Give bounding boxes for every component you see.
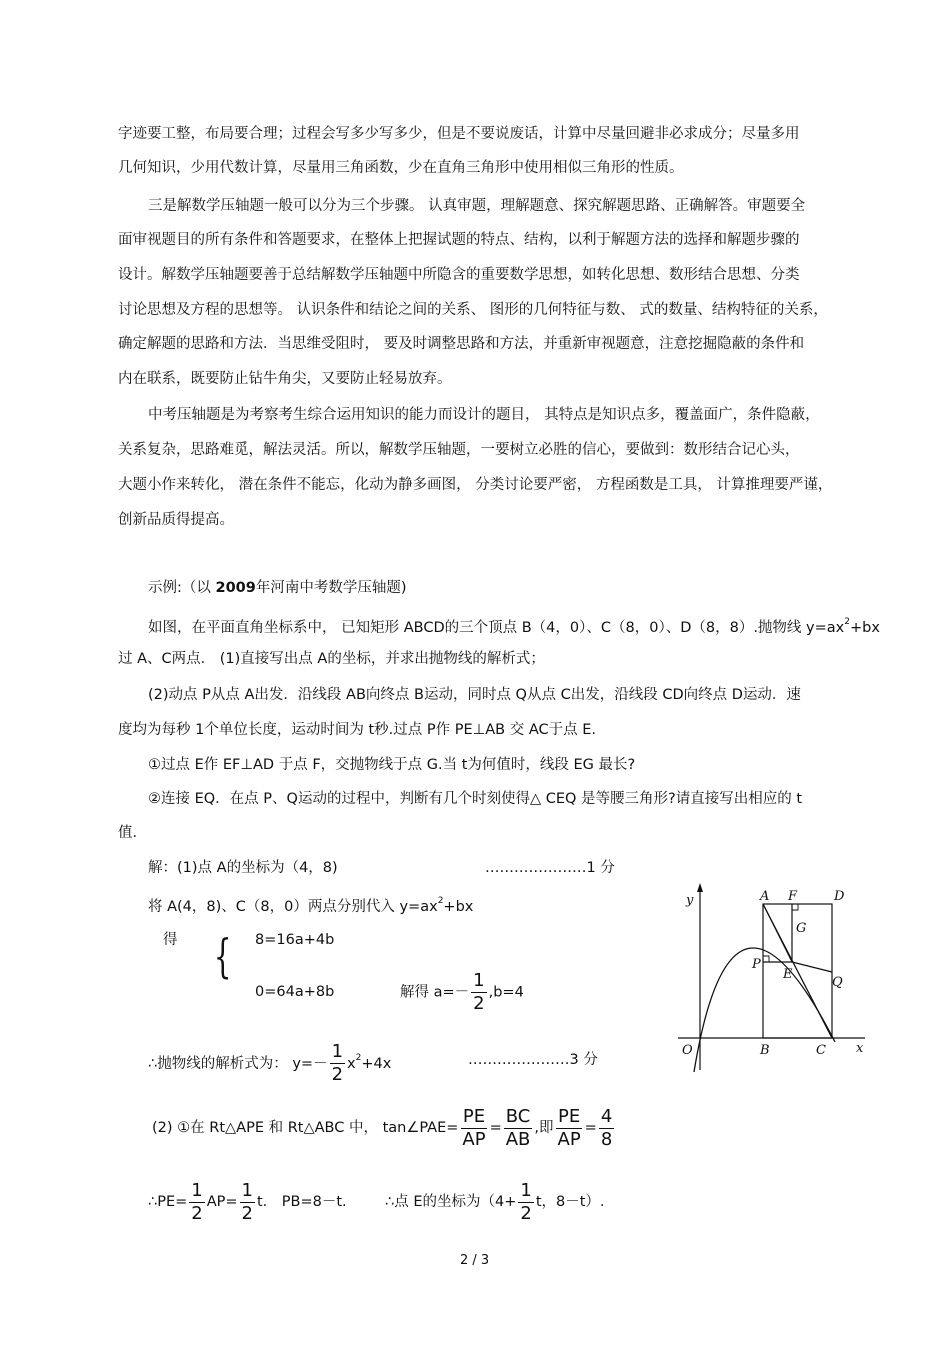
- paragraph-line: 讨论思想及方程的思想等。 认识条件和结论之间的关系、 图形的几何特征与数、 式的数量、结构特征的关系，: [118, 302, 828, 318]
- solution-line: ∴PE= $\frac{1}{2}$ AP= $\frac{1}{2}$ t． PB=8－t.: [148, 1179, 347, 1224]
- label-c: C: [816, 1043, 826, 1058]
- question-line: 度均为每秒 1个单位长度，运动时间为 t秒.过点 P作 PE⊥AB 交 AC于点 E.: [118, 722, 596, 738]
- equation: 0=64a+8b: [255, 984, 335, 1000]
- right-angle-mark: [792, 904, 798, 910]
- label-g: G: [796, 921, 807, 936]
- question-line: ②连接 EQ．在点 P、Q运动的过程中，判断有几个时刻使得△ CEQ 是等腰三角形?请直接写出相应的 t: [148, 791, 803, 807]
- segment-eq: [792, 962, 832, 972]
- solution-line: (2) ①在 Rt△APE 和 Rt△ABC 中， tan∠PAE= $\frac{PE}{AP}$ = $\frac{BC}{AB}$ ,即 $\frac{PE}{AP}$ = $\frac{4}{8}$: [152, 1105, 613, 1150]
- equation: 8=16a+4b: [255, 932, 335, 948]
- question-line: (2)动点 P从点 A出发．沿线段 AB向终点 B运动，同时点 Q从点 C出发，沿线段 CD向终点 D运动．速: [148, 687, 801, 703]
- label-q: Q: [832, 975, 843, 990]
- label-x: x: [856, 1041, 864, 1056]
- label-b: B: [760, 1043, 770, 1058]
- right-angle-mark: [763, 956, 769, 962]
- label-e: E: [783, 967, 793, 982]
- paragraph-line: 关系复杂，思路难觅，解法灵活。所以，解数学压轴题，一要树立必胜的信心，要做到：数形结合记心头，: [118, 442, 800, 458]
- solution-line: 解得 a=－ $\frac{1}{2}$ ,b=4: [400, 970, 524, 1014]
- paragraph-line: 几何知识，少用代数计算，尽量用三角函数，少在直角三角形中使用相似三角形的性质。: [118, 160, 684, 176]
- paragraph-line: 设计。解数学压轴题要善于总结解数学压轴题中所隐含的重要数学思想，如转化思想、数形结合思想、分类: [118, 267, 800, 283]
- question-line: 过 A、C两点． (1)直接写出点 A的坐标，并求出抛物线的解析式；: [118, 651, 545, 667]
- example-title: 示例:（以 2009年河南中考数学压轴题): [148, 580, 407, 596]
- brace: {: [213, 929, 232, 983]
- y-arrow: [697, 883, 703, 892]
- label-d: D: [834, 889, 845, 904]
- question-line: 如图，在平面直角坐标系中， 已知矩形 ABCD的三个顶点 B（4，0）、C（8，0）、D（8，8）.抛物线 $y=ax^2+bx$: [148, 617, 880, 636]
- score-note: …………………3 分: [468, 1052, 598, 1068]
- score-note: …………………1 分: [485, 860, 615, 876]
- paragraph-line: 面审视题目的所有条件和答题要求，在整体上把握试题的特点、结构，以利于解题方法的选择和解题步骤的: [118, 232, 800, 248]
- solution-line: ∴抛物线的解析式为： y=－ $\frac{1}{2}$ $x^2+4x$: [148, 1041, 392, 1086]
- solution-line: 解：(1)点 A的坐标为（4，8): [148, 860, 338, 876]
- paragraph-line: 大题小作来转化， 潜在条件不能忘，化动为静多画图， 分类讨论要严密， 方程函数是工具， 计算推理要严谨，: [118, 477, 833, 493]
- label-o: O: [682, 1043, 693, 1058]
- paragraph-line: 中考压轴题是为考察考生综合运用知识的能力而设计的题目， 其特点是知识点多，覆盖面广，条件隐蔽，: [148, 407, 820, 423]
- coordinate-figure: [670, 880, 880, 1080]
- label-a: A: [760, 889, 770, 904]
- label-f: F: [788, 889, 798, 904]
- label-y: y: [686, 893, 694, 908]
- paragraph-line: 字迹要工整，布局要合理；过程会写多少写多少，但是不要说废话，计算中尽量回避非必求成分；尽量多用: [118, 126, 800, 142]
- paragraph-line: 确定解题的思路和方法．当思维受阻时， 要及时调整思路和方法，并重新审视题意，注意挖掘隐蔽的条件和: [118, 336, 805, 352]
- solution-line: 将 A(4，8)、C（8，0）两点分别代入 $y=ax^2+bx$: [148, 896, 474, 915]
- paragraph-line: 内在联系，既要防止钻牛角尖，又要防止轻易放弃。: [118, 371, 452, 387]
- question-line: 值．: [118, 825, 147, 841]
- question-line: ①过点 E作 EF⊥AD 于点 F，交抛物线于点 G.当 t为何值时，线段 EG 最长?: [148, 757, 636, 773]
- page-number: 2 / 3: [460, 1253, 490, 1268]
- paragraph-line: 三是解数学压轴题一般可以分为三个步骤。 认真审题，理解题意、探究解题思路、正确解答。审题要全: [148, 198, 806, 214]
- label-p: P: [752, 957, 761, 972]
- solution-de: 得: [163, 932, 178, 948]
- solution-line: ∴点 E的坐标为（4+ $\frac{1}{2}$ t，8－t）.: [385, 1179, 605, 1224]
- paragraph-line: 创新品质得提高。: [118, 512, 234, 528]
